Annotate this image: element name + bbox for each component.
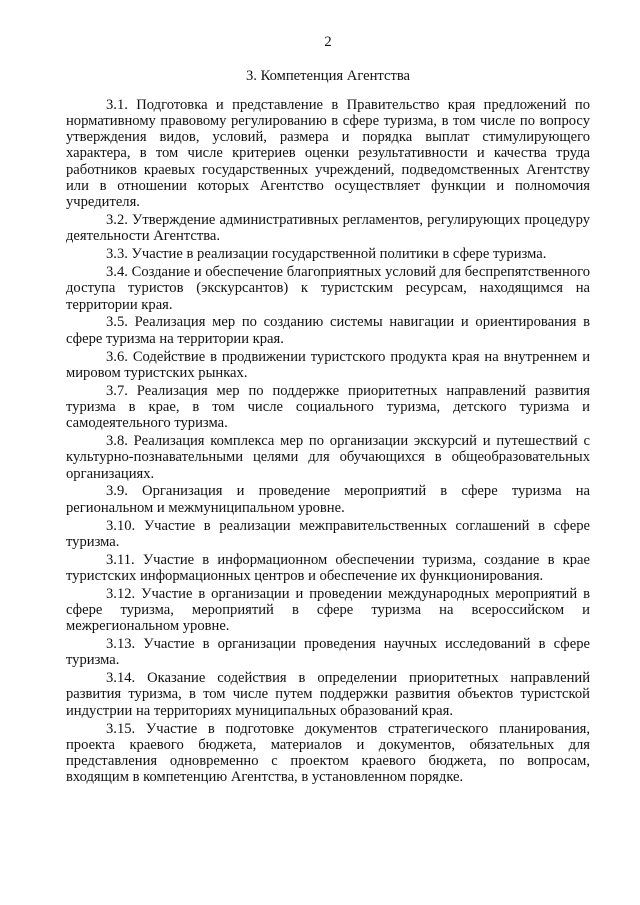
paragraph-3-11: 3.11. Участие в информационном обеспечении туризма, создание в крае туристских информационных центров и обеспечение их функционирования. xyxy=(66,551,590,584)
paragraph-3-8: 3.8. Реализация комплекса мер по организации экскурсий и путешествий с культурно-познавательными целями для обучающихся в общеобразовательных организациях. xyxy=(66,433,590,482)
paragraph-3-2: 3.2. Утверждение административных регламентов, регулирующих процедуру деятельности Агентства. xyxy=(66,212,590,245)
paragraph-3-10: 3.10. Участие в реализации межправительственных соглашений в сфере туризма. xyxy=(66,517,590,550)
paragraph-3-13: 3.13. Участие в организации проведения научных исследований в сфере туризма. xyxy=(66,636,590,669)
page-number: 2 xyxy=(324,34,332,50)
paragraph-3-4: 3.4. Создание и обеспечение благоприятных условий для беспрепятственного доступа туристов (экскурсантов) к туристским ресурсам, находящимся на территории края. xyxy=(66,264,590,313)
paragraph-3-5: 3.5. Реализация мер по созданию системы навигации и ориентирования в сфере туризма на территории края. xyxy=(66,314,590,347)
paragraph-3-6: 3.6. Содействие в продвижении туристского продукта края на внутреннем и мировом туристских рынках. xyxy=(66,348,590,381)
document-page xyxy=(66,34,590,787)
section-title: 3. Компетенция Агентства xyxy=(246,68,410,85)
paragraph-3-14: 3.14. Оказание содействия в определении приоритетных направлений развития туризма, в том числе путем поддержки развития объектов туристской индустрии на территориях муниципальных образований края. xyxy=(66,670,590,719)
paragraph-3-3: 3.3. Участие в реализации государственной политики в сфере туризма. xyxy=(106,246,547,263)
paragraph-3-15: 3.15. Участие в подготовке документов стратегического планирования, проекта краевого бюджета, материалов и документов, обязательных для представления одновременно с проектом краевого бюджета, по вопросам, входящим в компетенцию Агентства, в установленном порядке. xyxy=(66,720,590,786)
paragraph-3-12: 3.12. Участие в организации и проведении международных мероприятий в сфере туризма, мероприятий в сфере туризма на всероссийском и межрегиональном уровне. xyxy=(66,585,590,635)
paragraph-3-7: 3.7. Реализация мер по поддержке приоритетных направлений развития туризма в крае, в том числе социального туризма, детского туризма и самодеятельного туризма. xyxy=(66,382,590,432)
paragraph-3-1: 3.1. Подготовка и представление в Правительство края предложений по нормативному правовому регулированию в сфере туризма, в том числе по вопросу утверждения видов, условий, размера и порядка выплат стимулирующего характера, в том числе критериев оценки результативности и качества труда работников краевых государственных учреждений, подведомственных Агентству или в отношении которых Агентство осуществляет функции и полномочия учредителя. xyxy=(66,96,590,211)
paragraph-3-9: 3.9. Организация и проведение мероприятий в сфере туризма на региональном и межмуниципальном уровне. xyxy=(66,483,590,516)
